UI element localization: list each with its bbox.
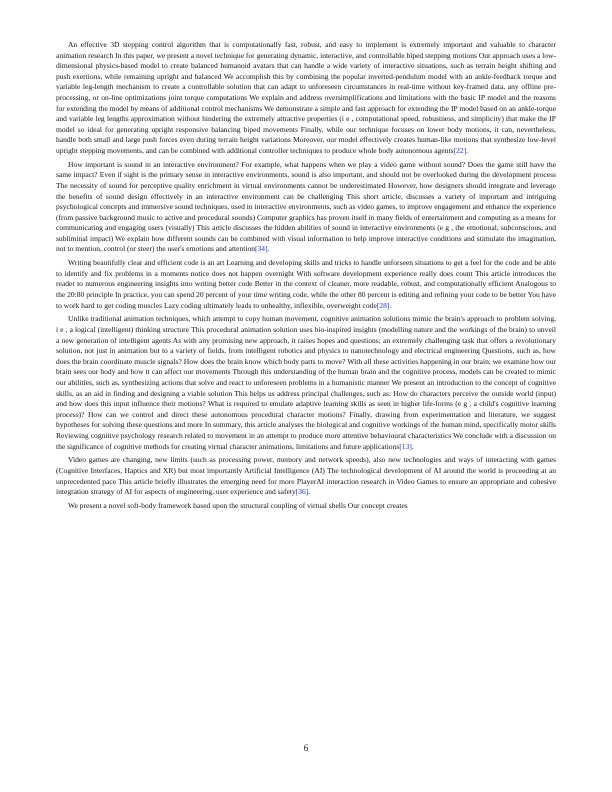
citation-link[interactable]: [36]	[295, 487, 309, 497]
citation-link[interactable]: [13]	[399, 441, 412, 451]
paragraph-text: An effective 3D stepping control algorithm that is computationally fast, robust, and easy to implement is extremely important and valuable to character animation research In this paper, we present a novel technique for generating dynamic, interactive, and controllable biped stepping motions Our approach uses a low-dimensional physics-based model to create balanced humanoid avatars that can handle a wide variety of interactive situations, such as terrain height shifting and push exertions, while remaining upright and balanced We accomplish this by combining the popular inverted-pendulum model with an ankle-feedback torque and variable leg-length mechanism to create a controllable solution that can adapt to unforeseen circumstances in real-time without key-framed data, any offline pre-processing, or on-line optimizations joint torque computations We explain and address oversimplifications and limitations with the basic IP model and the reasons for extending the model by means of additional control mechanisms We demonstrate a simple and fast approach for extending the IP model based on an ankle-torque and variable leg lengths approximation without hindering the extremely attractive properties (i e , computational speed, robustness, and simplicity) that make the IP model so ideal for generating upright responsive balancing biped movements Finally, while our technique focuses on lower body motions, it can, nevertheless, handle both small and large push forces even during terrain height variations Moreover, our model effectively creates human-like motions that synthesize low-level upright stepping movements, and can be combined with additional controller techniques to produce whole body autonomous agents	[56, 40, 556, 155]
paragraph-text: Video games are changing, new limits (such as processing power, memory and network speeds), also new technologies and ways of interacting with games (Cognitive Interfaces, Haptics and XR) but most importantly Artificial Intelligence (AI) The technological development of AI around the world is proceeding at an unprecedented pace This article briefly illustrates the emerging need for more PlayerAI interaction research in Video Games to ensure an appropriate and cohesive integration strategy of AI for aspects of engineering, user experience and safety	[56, 455, 556, 497]
paragraph-text: Unlike traditional animation techniques, which attempt to copy human movement, cognitive animation solutions mimic the brain's approach to problem solving, i e , a logical (intelligent) thinking structure This procedural animation solution uses bio-inspired insights (modelling nature and the workings of the brain) to unveil a new generation of intelligent agents As with any promising new approach, it raises hopes and questions; an extremely challenging task that offers a revolutionary solution, not just in animation but to a variety of fields, from intelligent robotics and physics to nanotechnology and electrical engineering Questions, such as, how does the brain coordinate muscle signals? How does the brain know which body parts to move? With all these activities happening in our brain, we examine how our brain sees our body and how it can affect our movements Through this understanding of the human brain and the cognitive process, models can be created to mimic our abilities, such as, synthesizing actions that solve and react to unforeseen problems in a humanistic manner We present an introduction to the concept of cognitive skills, as an aid in finding and designing a viable solution This helps us address principal challenges, such as: How do characters perceive the outside world (input) and how does this input influence their motions? What is required to emulate adaptive learning skills as seen in higher life-forms (e g , a child's cognitive learning process)? How can we control and direct these autonomous procedural character motions? Finally, drawing from experimentation and literature, we suggest hypotheses for solving these questions and more In summary, this article analyses the biological and cognitive workings of the human mind, specifically motor skills Reviewing cognitive psychology research related to movement in an attempt to produce more attentive behavioural characteristics We conclude with a discussion on the significance of cognitive methods for creating virtual character animations, limitations and future applications	[56, 314, 556, 451]
paragraph-tail: .	[308, 487, 311, 497]
paragraph-tail: .	[389, 300, 392, 310]
paragraph-text: We present a novel soft-body framework based upon the structural coupling of virtual shells Our concept creates	[68, 500, 408, 510]
citation-link[interactable]: [22]	[453, 145, 467, 155]
paragraph-video-games-ai	[56, 455, 556, 497]
paragraph-tail: .	[267, 244, 270, 254]
paragraph-code	[56, 258, 556, 311]
body-text	[56, 40, 556, 515]
page-number: 6	[303, 743, 309, 753]
paragraph-stepping-control	[56, 40, 556, 157]
paragraph-tail: .	[466, 145, 469, 155]
paragraph-sound	[56, 160, 556, 255]
paragraph-soft-body	[56, 501, 556, 512]
paragraph-text: Writing beautifully clear and efficient code is an art Learning and developing skills and tricks to handle unforseen situations to get a feel for the code and be able to identify and fix problems in a moments notice does not happen overnight With software development experience really does count This article introduces the reader to numerous engineering insights into writing better code Better in the context of cleaner, more readable, robust, and computationally efficient Analogous to the 20:80 principle In practice, you can spend 20 percent of your time writing code, while the other 80 percent is editing and refining your code to be better You have to work hard to get coding muscles Lazy coding ultimately leads to unhealthy, inflexible, overweight code	[56, 258, 556, 310]
paragraph-text: How important is sound in an interactive environment? For example, what happens when we play a video game without sound? Does the game still have the same impact? Even if sight is the primary sense in interactive environments, sound is also important, and should not be overlooked during the development process The necessity of sound for perceptive quality enrichment in virtual environments cannot be underestimated However, how designers should integrate and leverage the benefits of sound design effectively in an interactive environment can be challenging This short article, discusses a variety of important and intriguing psychological concepts and immersive sound techniques, used in interactive environments, such as video games, to improve engagement and enhance the experience (from passive background music to active and procedural sounds) Computer graphics has proven itself in many fields of entertainment and computing as a means for communicating and engaging users (visually) This article discusses the hidden abilities of sound in interactive environments (e g , the emotional, subconscious, and subliminal impact) We explain how different sounds can be combined with visual information to help improve interactive conditions and stimulate the imagination, not to mention, control (or steer) the user's emotions and attention	[56, 159, 556, 254]
citation-link[interactable]: [28]	[376, 300, 390, 310]
paragraph-cognitive-animation	[56, 314, 556, 452]
citation-link[interactable]: [34]	[255, 244, 268, 254]
paragraph-tail: .	[411, 441, 414, 451]
